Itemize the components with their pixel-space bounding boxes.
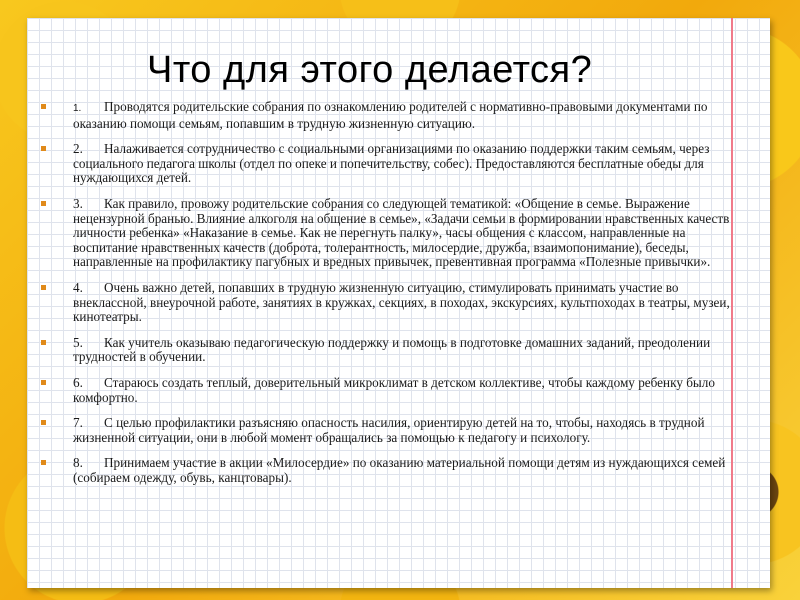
list-item [37,456,742,485]
bullet-icon [41,146,46,151]
item-number: 8. [73,455,83,471]
item-number: 3. [73,195,83,211]
item-number: 2. [73,141,83,157]
slide-sheet [27,18,770,588]
list-item [37,197,742,270]
item-text: Принимаем участие в акции «Милосердие» по оказанию материальной помощи детям из нуждающихся семей (собираем одежду, обувь, канцтовары). [73,455,726,485]
item-number: 5. [73,334,83,350]
bullet-icon [41,340,46,345]
list-item [37,416,742,445]
item-number: 7. [73,415,83,431]
item-number: 1. [73,103,82,114]
list-item [37,336,742,365]
item-number: 6. [73,374,83,390]
bullet-icon [41,104,46,109]
bullet-icon [41,380,46,385]
item-list [37,100,742,496]
bullet-icon [41,420,46,425]
item-text: Как учитель оказываю педагогическую поддержку и помощь в подготовке домашних заданий, преодолении трудностей в обучении. [73,334,711,365]
list-item [37,281,742,325]
item-text: Как правило, провожу родительские собрания со следующей тематикой: «Общение в семье. Выражение нецензурной бранью. Влияние алкоголя на общение в семье», «Задачи семьи в формировании нравственных качеств личности ребенка» «Наказание в семье. Как не перегнуть палку», часы общения с классом, направленные на воспитание нравственных качеств (доброта, толерантность, милосердие, дружба, взаимопонимание), беседы, направленные на профилактику пагубных и вредных привычек, превентивная программа «Полезные привычки». [73,195,730,270]
item-number: 4. [73,279,83,295]
bullet-icon [41,201,46,206]
item-text: С целью профилактики разъясняю опасность насилия, ориентирую детей на то, чтобы, находясь в трудной жизненной ситуации, они в любой момент обращались за помощью к педагогу и психологу. [73,415,705,445]
list-item [37,376,742,405]
bullet-icon [41,285,46,290]
slide-title: Что для этого делается? [147,49,593,91]
item-text: Очень важно детей, попавших в трудную жизненную ситуацию, стимулировать принимать участие во внеклассной, внеурочной работе, занятиях в кружках, секциях, в походах, экскурсиях, культпоходах в театры, музеи, кинотеатры. [73,279,730,325]
bullet-icon [41,460,46,465]
item-text: Налаживается сотрудничество с социальными организациями по оказанию поддержки таким семьям, через социального педагога школы (отдел по опеке и попечительству, собес). Предоставляются бесплатные обеды для нуждающихся детей. [73,141,710,186]
list-item [37,142,742,186]
list-item [37,100,742,131]
item-text: Стараюсь создать теплый, доверительный микроклимат в детском коллективе, чтобы каждому ребенку было комфортно. [73,374,715,405]
item-text: Проводятся родительские собрания по ознакомлению родителей с нормативно-правовыми документами по оказанию помощи семьям, попавшим в трудную жизненную ситуацию. [73,99,708,131]
